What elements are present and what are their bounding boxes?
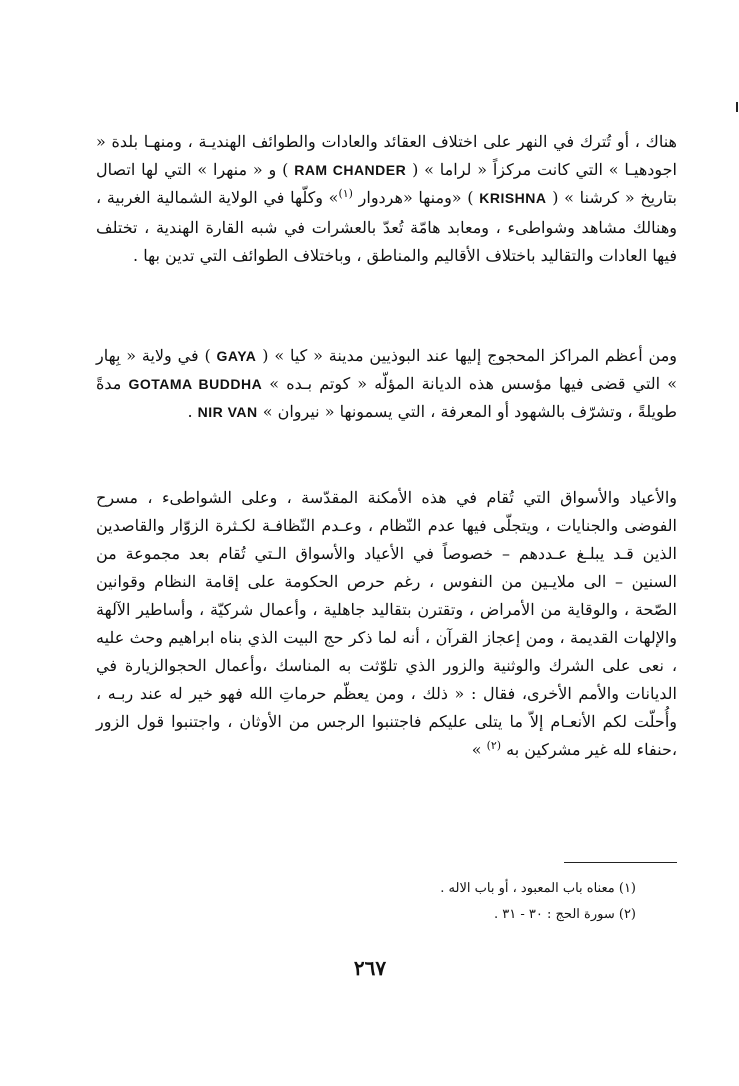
page-number: ٢٦٧ (353, 956, 387, 980)
latin-term: GAYA (216, 348, 257, 364)
latin-term: GOTAMA BUDDHA (128, 376, 263, 392)
paragraph-text (96, 342, 677, 426)
footnote-separator (564, 862, 677, 863)
text-run: هناك ، أو تُترك في النهر على اختلاف العقائد والعادات والطوائف الهنديـة ، ومنهـا بلدة « اجودهيـا » التي كانت مركزاً « لراما » ( (96, 132, 677, 179)
text-run: » (471, 740, 487, 759)
text-run: . (187, 402, 198, 421)
paragraph-text (96, 128, 677, 270)
footnote-marker: (٢) (486, 739, 502, 752)
text-run: والأعياد والأسواق التي تُقام في هذه الأمكنة المقدّسة ، وعلى الشواطىء ، مسرح الفوضى والجنايات ، ويتجلّى فيها عدم النّظام ، وعـدم النّظافـة لكـثرة الزوّار والقاصدين الذين قـد يبلـغ عـددهم – خصوصاً في الأعياد والأسواق الـتي تُقام بعد مجموعة من السنين – الى ملايـين من النفوس ، رغم حرص الحكومة على إقامة النظام وقوانين الصّحة ، والوقاية من الأمراض ، وتقترن بتقاليد جاهلية ، وأعمال شركيّة ، وأساطير الآلهة والإلهات القديمة ، ومن إعجاز القرآن ، أنه لما ذكر حج البيت الذي بناه ابراهيم وحث عليه ، نعى على الشرك والوثنية والزور الذي تلوّثت به المناسك ،وأعمال الحجوالزيارة في الديانات والأمم الأخرى، فقال : « ذلك ، ومن يعظّم حرماتِ الله فهو خير له عند ربـه ، وأُحلّت لكم الأنعـام إلاّ ما يتلى عليكم فاجتنبوا الرجس من الأوثان ، واجتنبوا قول الزور ،حنفاء لله غير مشركين به (96, 488, 677, 759)
footnotes (300, 876, 636, 928)
margin-mark (736, 102, 738, 112)
latin-term: KRISHNA (479, 190, 547, 206)
latin-term: NIR VAN (197, 404, 258, 420)
footnote-1: (١) معناه باب المعبود ، أو باب الاله . (440, 881, 636, 896)
text-run: مدةً طويلةً ، وتشرّف بالشهود أو المعرفة ، التي يسمونها « نيروان » (96, 374, 677, 421)
footnote-marker: (١) (338, 187, 353, 200)
paragraph-3 (96, 484, 677, 766)
paragraph-text (96, 484, 677, 766)
text-run: ) «ومنها «هردوار (352, 188, 480, 207)
paragraph-2 (96, 342, 677, 426)
footnote-2: (٢) سورة الحج : ٣٠ - ٣١ . (494, 907, 636, 922)
text-run: ) في ولاية « بِهار » التي قضى فيها مؤسس هذه الديانة المؤلّه « كوتم بـده » (96, 346, 678, 393)
text-run: ) و « منهرا » التي لها اتصال بتاريخ « كرشنا » ( (96, 160, 678, 207)
text-run: ومن أعظم المراكز المحجوج إليها عند البوذيين مدينة « كيا » ( (256, 346, 677, 365)
latin-term: RAM CHANDER (294, 162, 407, 178)
text-run: » وكلّها في الولاية الشمالية الغربية ، وهنالك مشاهد وشواطىء ، ومعابد هامّة تُعدّ بالعشرات في شبه القارة الهندية ، تختلف فيها العادات والتقاليد باختلاف الأقاليم والمناطق ، وباختلاف الطوائف التي تدين بها . (96, 188, 677, 265)
paragraph-1 (96, 128, 677, 270)
